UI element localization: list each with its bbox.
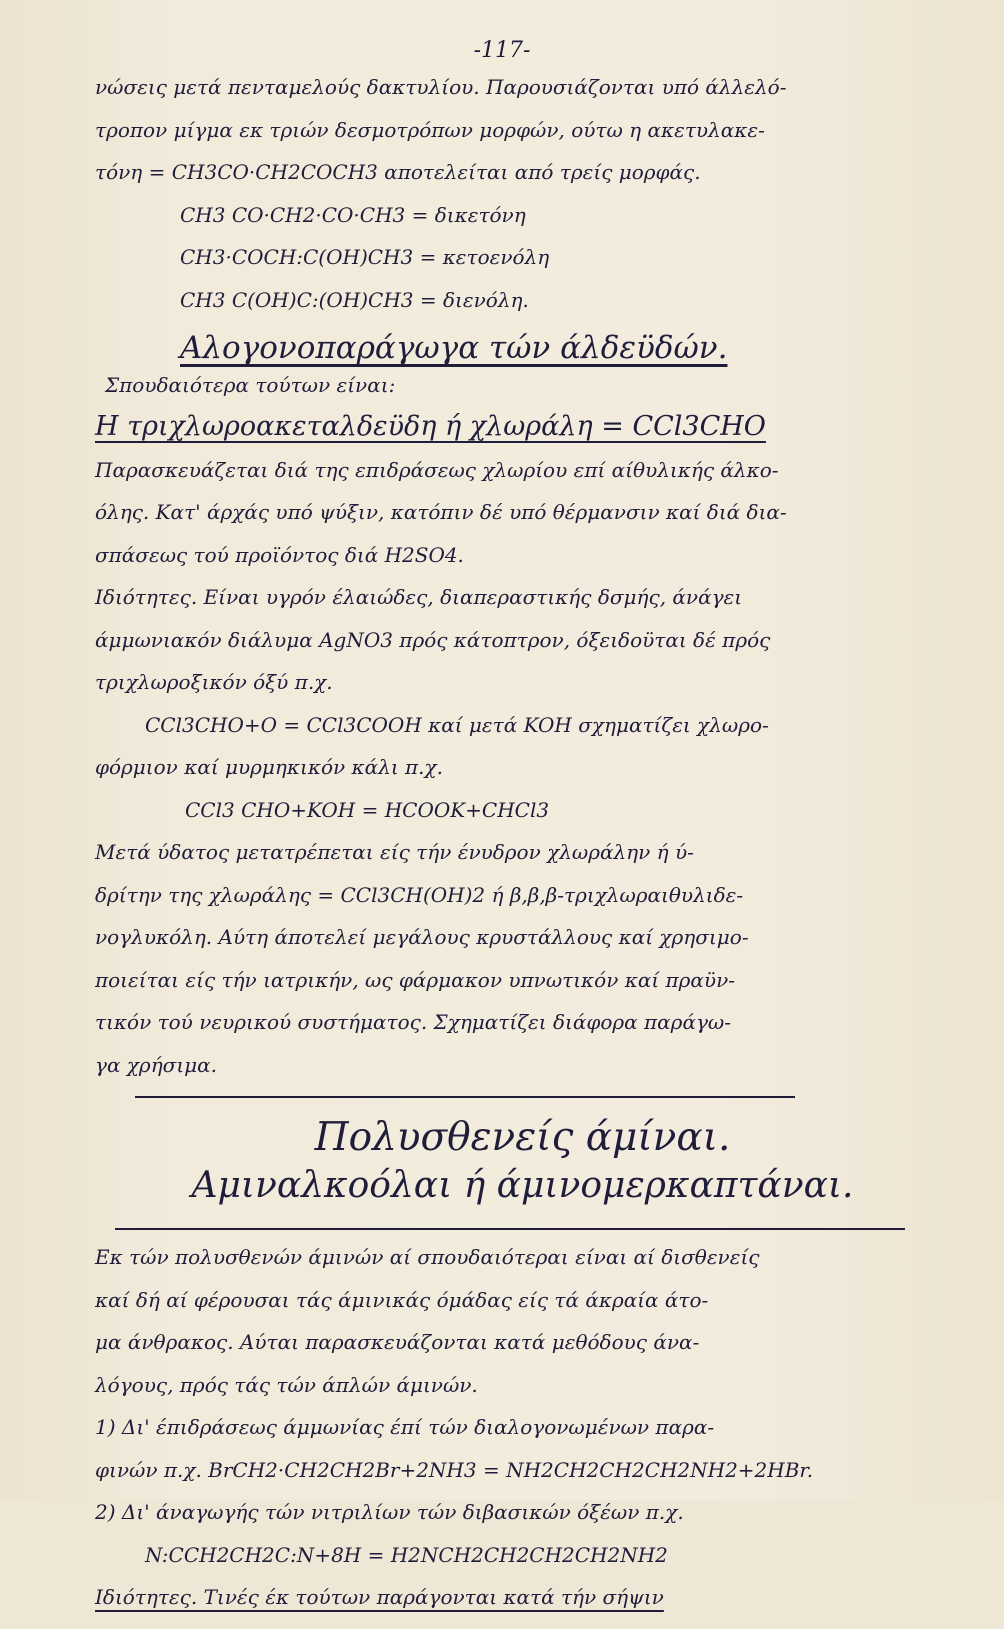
page-body	[95, 76, 950, 1629]
text-line: Σπουδαιότερα τούτων είναι:	[105, 372, 396, 397]
section-heading: Αλογονοπαράγωγα τών άλδεϋδών.	[180, 330, 728, 366]
formula-line: CCl3CHO+O = CCl3COOH καί μετά KOH σχηματίζει χλωρο-	[145, 712, 769, 737]
text-line: Μετά ύδατος μετατρέπεται είς τήν ένυδρον χλωράλην ή ύ-	[95, 840, 694, 864]
text-line: ποιείται είς τήν ιατρικήν, ως φάρμακον υπνωτικόν καί πραϋν-	[95, 967, 736, 992]
formula-line: CH3·COCH:C(OH)CH3 = κετοενόλη	[180, 245, 550, 269]
text-line: τροπον μίγμα εκ τριών δεσμοτρόπων μορφών, ούτω η ακετυλακε-	[95, 117, 765, 142]
chapter-subtitle: Αμιναλκοόλαι ή άμινομερκαπτάναι.	[191, 1165, 854, 1206]
formula-line: CCl3 CHO+KOH = HCOOK+CHCl3	[185, 797, 550, 822]
text-line: Ιδιότητες. Είναι υγρόν έλαιώδες, διαπεραστικής δσμής, άνάγει	[95, 585, 743, 609]
text-line: λόγους, πρός τάς τών άπλών άμινών.	[95, 1372, 478, 1397]
text-line: δρίτην της χλωράλης = CCl3CH(OH)2 ή β,β,β-τριχλωραιθυλιδε-	[95, 882, 744, 907]
text-line: άμμωνιακόν διάλυμα AgNO3 πρός κάτοπτρον, όξειδοϋται δέ πρός	[95, 627, 771, 652]
text-line: φινών π.χ. BrCH2·CH2CH2Br+2NH3 = NH2CH2CH2CH2NH2+2HBr.	[95, 1457, 814, 1482]
text-line: τικόν τού νευρικού συστήματος. Σχηματίζει διάφορα παράγω-	[95, 1010, 731, 1034]
text-line: Παρασκευάζεται διά της επιδράσεως χλωρίου επί αίθυλικής άλκο-	[95, 457, 779, 482]
text-line: γα χρήσιμα.	[95, 1052, 218, 1077]
page-number: -117-	[473, 38, 531, 63]
formula-line: N:CCH2CH2C:N+8H = H2NCH2CH2CH2CH2NH2	[145, 1542, 668, 1567]
chapter-title: Πολυσθενείς άμίναι.	[314, 1115, 731, 1160]
text-line: σπάσεως τού προϊόντος διά H2SO4.	[95, 542, 464, 567]
text-line: νογλυκόλη. Αύτη άποτελεί μεγάλους κρυστάλλους καί χρησιμο-	[95, 925, 749, 949]
text-line: μα άνθρακος. Αύται παρασκευάζονται κατά μεθόδους άνα-	[95, 1330, 700, 1354]
text-line: τριχλωροξικόν όξύ π.χ.	[95, 670, 333, 694]
text-line: φόρμιον καί μυρμηκικόν κάλι π.χ.	[95, 755, 444, 779]
text-line: όλης. Κατ' άρχάς υπό ψύξιν, κατόπιν δέ υπό θέρμανσιν καί διά δια-	[95, 500, 787, 524]
text-line: Εκ τών πολυσθενών άμινών αί σπουδαιότεραι είναι αί δισθενείς	[95, 1245, 760, 1269]
text-line: τόνη = CH3CO·CH2COCH3 αποτελείται από τρείς μορφάς.	[95, 160, 701, 184]
formula-line: CH3 C(OH)C:(OH)CH3 = διενόλη.	[180, 287, 529, 312]
formula-line: CH3 CO·CH2·CO·CH3 = δικετόνη	[180, 202, 526, 227]
subsection-heading: Η τριχλωροακεταλδεϋδη ή χλωράλη = CCl3CHO	[95, 411, 766, 442]
list-item: 2) Δι' άναγωγής τών νιτριλίων τών διβασικών όξέων π.χ.	[95, 1500, 684, 1524]
list-item: 1) Δι' έπιδράσεως άμμωνίας έπί τών διαλογονωμένων παρα-	[95, 1415, 715, 1439]
text-line: καί δή αί φέρουσαι τάς άμινικάς όμάδας είς τά άκραία άτο-	[95, 1287, 709, 1312]
text-line: Ιδιότητες. Τινές έκ τούτων παράγονται κατά τήν σήψιν	[95, 1585, 664, 1609]
text-line: νώσεις μετά πενταμελούς δακτυλίου. Παρουσιάζονται υπό άλλελό-	[95, 75, 787, 99]
